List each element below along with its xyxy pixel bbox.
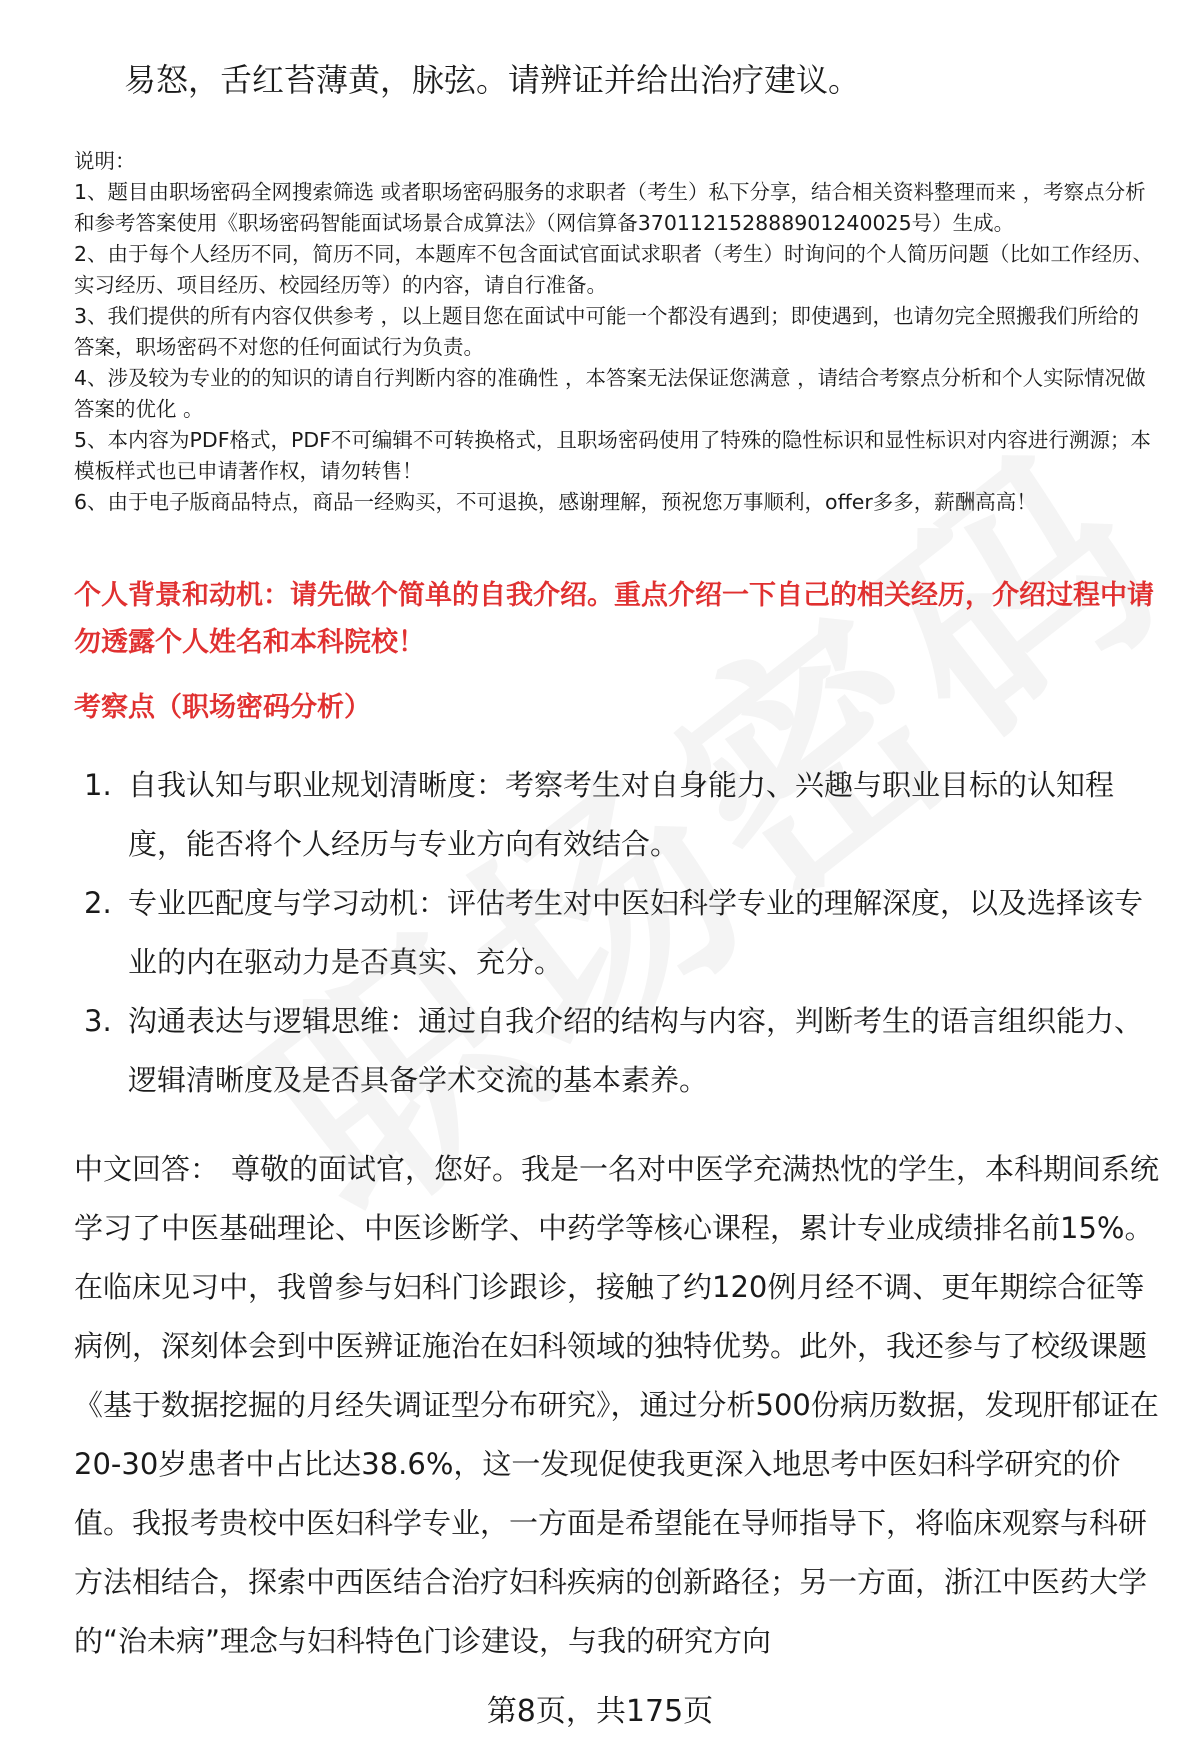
point-number: 3. (84, 1004, 112, 1038)
note-item: 3、我们提供的所有内容仅供参考 ，以上题目您在面试中可能一个都没有遇到；即使遇到，也请勿完全照搬我们所给的答案，职场密码不对您的任何面试行为负责。 (74, 304, 1140, 359)
note-item: 2、由于每个人经历不同，简历不同，本题库不包含面试官面试求职者（考生）时询问的个人简历问题（比如工作经历、实习经历、项目经历、校园经历等）的内容，请自行准备。 (74, 242, 1154, 297)
question-tail: 易怒，舌红苔薄黄，脉弦。请辨证并给出治疗建议。 (124, 61, 861, 99)
points-title: 考察点（职场密码分析） (74, 692, 371, 723)
note-item: 6、由于电子版商品特点，商品一经购买，不可退换，感谢理解，预祝您万事顺利，offer多多，薪酬高高！ (74, 490, 1037, 514)
note-item: 1、题目由职场密码全网搜索筛选 或者职场密码服务的求职者（考生）私下分享，结合相关资料整理而来 ，考察点分析和参考答案使用《职场密码智能面试场景合成算法》（网信算备370112152888901240025号）生成。 (74, 180, 1146, 235)
point-text: 沟通表达与逻辑思维：通过自我介绍的结构与内容，判断考生的语言组织能力、逻辑清晰度及是否具备学术交流的基本素养。 (128, 1004, 1144, 1097)
answer-text: 尊敬的面试官，您好。我是一名对中医学充满热忱的学生，本科期间系统学习了中医基础理论、中医诊断学、中药学等核心课程，累计专业成绩排名前15%。在临床见习中，我曾参与妇科门诊跟诊，接触了约120例月经不调、更年期综合征等病例，深刻体会到中医辨证施治在妇科领域的独特优势。此外，我还参与了校级课题《基于数据挖掘的月经失调证型分布研究》，通过分析500份病历数据，发现肝郁证在20-30岁患者中占比达38.6%，这一发现促使我更深入地思考中医妇科学研究的价值。我报考贵校中医妇科学专业，一方面是希望能在导师指导下，将临床观察与科研方法相结合，探索中西医结合治疗妇科疾病的创新路径；另一方面，浙江中医药大学的“治未病”理念与妇科特色门诊建设，与我的研究方向 (74, 1152, 1160, 1658)
notes-section (74, 146, 1154, 518)
point-number: 2. (84, 886, 112, 920)
answer-paragraph (74, 1140, 1164, 1671)
list-item (74, 992, 1164, 1110)
points-list (74, 756, 1164, 1110)
list-item (74, 756, 1164, 874)
answer-label: 中文回答： (74, 1152, 220, 1186)
page-number: 第8页，共175页 (486, 1694, 714, 1729)
point-text: 自我认知与职业规划清晰度：考察考生对自身能力、兴趣与职业目标的认知程度，能否将个人经历与专业方向有效结合。 (128, 768, 1115, 861)
question-title: 个人背景和动机：请先做个简单的自我介绍。重点介绍一下自己的相关经历，介绍过程中请勿透露个人姓名和本科院校！ (74, 580, 1154, 658)
note-item: 5、本内容为PDF格式，PDF不可编辑不可转换格式，且职场密码使用了特殊的隐性标识和显性标识对内容进行溯源；本模板样式也已申请著作权，请勿转售！ (74, 428, 1151, 483)
notes-heading: 说明： (74, 149, 136, 173)
point-text: 专业匹配度与学习动机：评估考生对中医妇科学专业的理解深度，以及选择该专业的内在驱动力是否真实、充分。 (128, 886, 1144, 979)
list-item (74, 874, 1164, 992)
note-item: 4、涉及较为专业的的知识的请自行判断内容的准确性 ，本答案无法保证您满意 ，请结合考察点分析和个人实际情况做答案的优化 。 (74, 366, 1146, 421)
point-number: 1. (84, 768, 112, 802)
